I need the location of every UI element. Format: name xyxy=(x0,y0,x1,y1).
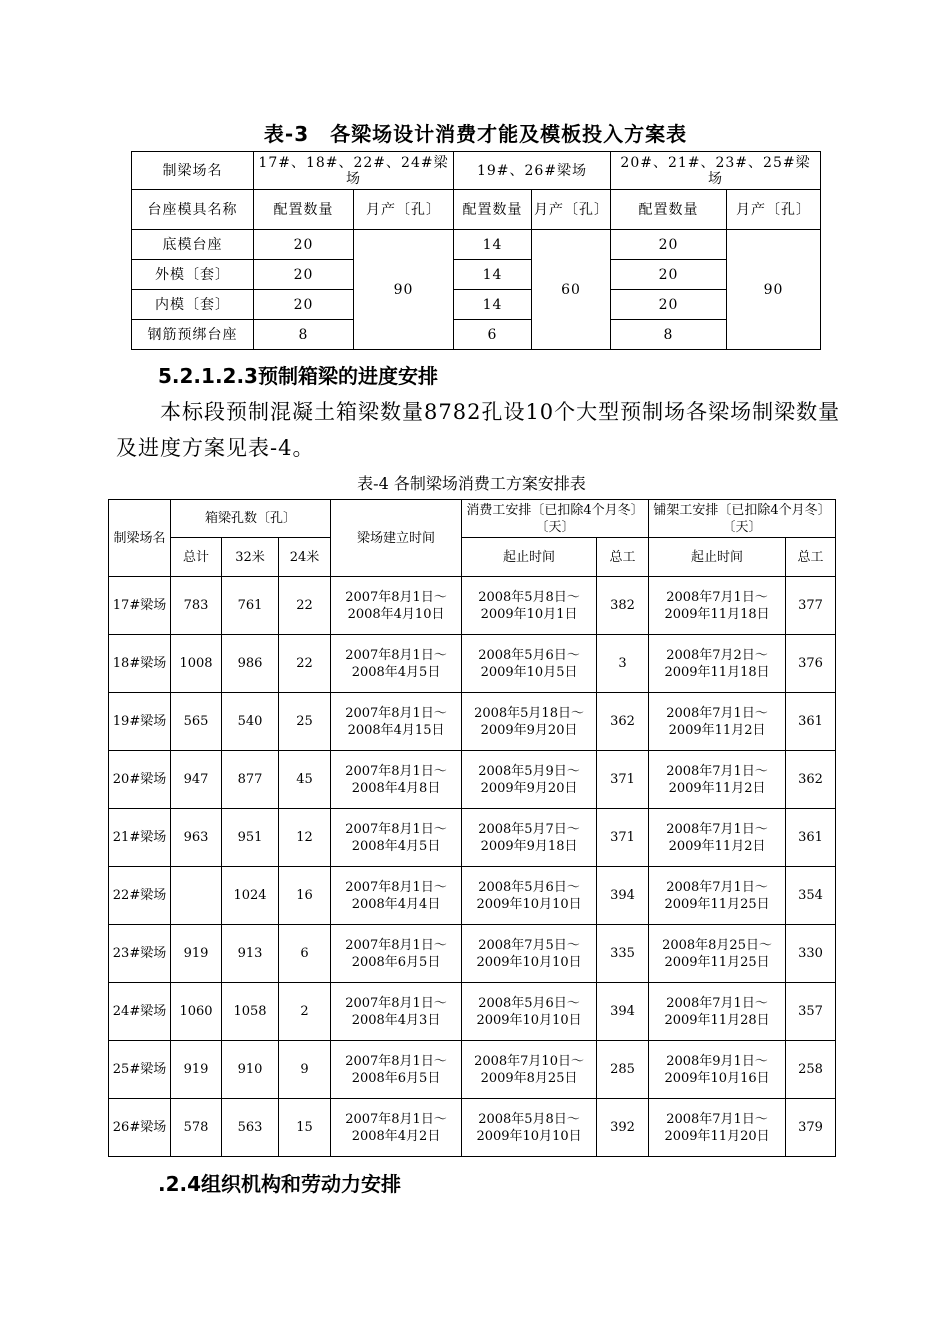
t4-cell-prod-days: 394 xyxy=(597,983,649,1041)
t4-head-erect-period: 起止时间 xyxy=(649,538,786,577)
t3-cell: 14 xyxy=(454,260,532,290)
table-row xyxy=(109,693,836,751)
t3-head-site: 制梁场名 xyxy=(132,152,254,190)
t3-row-name: 钢筋预绑台座 xyxy=(132,320,254,350)
t3-monthly-1: 90 xyxy=(354,230,454,350)
t4-cell-prod-days: 285 xyxy=(597,1041,649,1099)
t4-cell-build: 2007年8月1日～2008年4月10日 xyxy=(331,577,462,635)
t4-cell-build: 2007年8月1日～2008年4月4日 xyxy=(331,867,462,925)
table-row xyxy=(109,635,836,693)
t4-cell-prod-period: 2008年7月10日～2009年8月25日 xyxy=(462,1041,597,1099)
t4-cell-prod-period: 2008年7月5日～2009年10月10日 xyxy=(462,925,597,983)
t4-cell-m32: 951 xyxy=(222,809,279,867)
t4-cell-total: 947 xyxy=(171,751,222,809)
t4-head-32m: 32米 xyxy=(222,538,279,577)
table3-caption: 表-3 各梁场设计消费才能及模板投入方案表 xyxy=(263,122,688,146)
t3-cell: 20 xyxy=(254,260,354,290)
t3-row-name: 外模〔套〕 xyxy=(132,260,254,290)
t4-head-erect: 铺架工安排〔已扣除4个月冬〕〔天〕 xyxy=(649,500,836,538)
t4-cell-erect-days: 330 xyxy=(786,925,836,983)
t4-cell-prod-period: 2008年5月6日～2009年10月10日 xyxy=(462,983,597,1041)
t4-cell-erect-days: 354 xyxy=(786,867,836,925)
t3-row-name: 底模台座 xyxy=(132,230,254,260)
table-row xyxy=(109,1041,836,1099)
t3-head-monthly: 月产〔孔〕 xyxy=(727,190,821,230)
t4-cell-build: 2007年8月1日～2008年4月2日 xyxy=(331,1099,462,1157)
t3-cell: 20 xyxy=(611,230,727,260)
t3-head-group1: 17#、18#、22#、24#梁场 xyxy=(254,152,454,190)
t4-cell-prod-days: 371 xyxy=(597,751,649,809)
t4-cell-erect-period: 2008年7月1日～2009年11月18日 xyxy=(649,577,786,635)
t4-cell-build: 2007年8月1日～2008年4月5日 xyxy=(331,809,462,867)
t4-cell-build: 2007年8月1日～2008年4月3日 xyxy=(331,983,462,1041)
t4-cell-m32: 1058 xyxy=(222,983,279,1041)
t4-cell-build: 2007年8月1日～2008年6月5日 xyxy=(331,1041,462,1099)
t4-cell-total: 919 xyxy=(171,925,222,983)
t3-head-group3: 20#、21#、23#、25#梁场 xyxy=(611,152,821,190)
section-heading-5-2-1-2-3: 5.2.1.2.3预制箱梁的进度安排 xyxy=(158,364,438,388)
t4-cell-erect-period: 2008年7月1日～2009年11月20日 xyxy=(649,1099,786,1157)
t4-head-24m: 24米 xyxy=(279,538,331,577)
t4-cell-m32: 913 xyxy=(222,925,279,983)
t4-head-count: 箱梁孔数〔孔〕 xyxy=(171,500,331,538)
t4-cell-prod-days: 394 xyxy=(597,867,649,925)
t4-cell-m24: 9 xyxy=(279,1041,331,1099)
t4-cell-m24: 22 xyxy=(279,577,331,635)
t3-cell: 20 xyxy=(611,290,727,320)
t4-cell-site: 20#梁场 xyxy=(109,751,171,809)
t4-cell-m32: 540 xyxy=(222,693,279,751)
t4-cell-site: 18#梁场 xyxy=(109,635,171,693)
table-row xyxy=(109,809,836,867)
t4-cell-erect-days: 376 xyxy=(786,635,836,693)
t4-cell-site: 21#梁场 xyxy=(109,809,171,867)
t4-cell-site: 17#梁场 xyxy=(109,577,171,635)
table-row xyxy=(109,1099,836,1157)
t4-cell-site: 23#梁场 xyxy=(109,925,171,983)
t4-cell-build: 2007年8月1日～2008年4月5日 xyxy=(331,635,462,693)
t4-cell-m32: 910 xyxy=(222,1041,279,1099)
t4-cell-site: 25#梁场 xyxy=(109,1041,171,1099)
t4-cell-total: 1060 xyxy=(171,983,222,1041)
t4-cell-erect-days: 361 xyxy=(786,693,836,751)
t4-cell-prod-days: 335 xyxy=(597,925,649,983)
t4-cell-site: 19#梁场 xyxy=(109,693,171,751)
section-heading-5-2-4: .2.4组织机构和劳动力安排 xyxy=(158,1172,402,1196)
t4-head-prod-days: 总工 xyxy=(597,538,649,577)
t4-cell-erect-days: 377 xyxy=(786,577,836,635)
t3-cell: 20 xyxy=(254,230,354,260)
t4-cell-m32: 563 xyxy=(222,1099,279,1157)
table-row xyxy=(109,577,836,635)
t4-head-prod: 消费工安排〔已扣除4个月冬〕〔天〕 xyxy=(462,500,649,538)
t3-cell: 14 xyxy=(454,230,532,260)
t4-cell-prod-days: 382 xyxy=(597,577,649,635)
t3-head-group2: 19#、26#梁场 xyxy=(454,152,611,190)
t3-row-name: 内模〔套〕 xyxy=(132,290,254,320)
t4-cell-m32: 986 xyxy=(222,635,279,693)
t4-cell-prod-period: 2008年5月6日～2009年10月5日 xyxy=(462,635,597,693)
t4-cell-prod-days: 371 xyxy=(597,809,649,867)
t4-cell-prod-period: 2008年5月6日～2009年10月10日 xyxy=(462,867,597,925)
t4-cell-build: 2007年8月1日～2008年6月5日 xyxy=(331,925,462,983)
t4-cell-prod-days: 3 xyxy=(597,635,649,693)
t4-cell-erect-period: 2008年7月1日～2009年11月25日 xyxy=(649,867,786,925)
t4-cell-m24: 22 xyxy=(279,635,331,693)
t3-cell: 20 xyxy=(611,260,727,290)
t4-head-prod-period: 起止时间 xyxy=(462,538,597,577)
t4-cell-total: 578 xyxy=(171,1099,222,1157)
t4-cell-erect-days: 379 xyxy=(786,1099,836,1157)
t4-cell-total: 783 xyxy=(171,577,222,635)
table4-caption: 表-4 各制梁场消费工方案安排表 xyxy=(357,474,586,493)
t3-cell: 20 xyxy=(254,290,354,320)
t4-cell-prod-days: 362 xyxy=(597,693,649,751)
t4-cell-m24: 45 xyxy=(279,751,331,809)
t3-cell: 8 xyxy=(611,320,727,350)
t4-cell-m24: 2 xyxy=(279,983,331,1041)
t4-cell-erect-days: 258 xyxy=(786,1041,836,1099)
t4-cell-m24: 15 xyxy=(279,1099,331,1157)
t4-head-site: 制梁场名 xyxy=(109,500,171,577)
t3-head-monthly: 月产〔孔〕 xyxy=(354,190,454,230)
t4-cell-erect-days: 362 xyxy=(786,751,836,809)
t4-cell-erect-period: 2008年7月1日～2009年11月28日 xyxy=(649,983,786,1041)
t4-cell-m24: 12 xyxy=(279,809,331,867)
t4-cell-total: 565 xyxy=(171,693,222,751)
table-row xyxy=(109,751,836,809)
t4-cell-prod-period: 2008年5月8日～2009年10月10日 xyxy=(462,1099,597,1157)
t4-cell-m32: 877 xyxy=(222,751,279,809)
t3-head-qty: 配置数量 xyxy=(254,190,354,230)
t3-cell: 8 xyxy=(254,320,354,350)
t4-cell-erect-period: 2008年7月1日～2009年11月2日 xyxy=(649,693,786,751)
t4-cell-erect-period: 2008年7月1日～2009年11月2日 xyxy=(649,751,786,809)
t4-cell-site: 24#梁场 xyxy=(109,983,171,1041)
t3-head-qty: 配置数量 xyxy=(454,190,532,230)
table4 xyxy=(108,499,836,1157)
table-row xyxy=(109,983,836,1041)
t4-cell-erect-period: 2008年7月2日～2009年11月18日 xyxy=(649,635,786,693)
t4-cell-prod-period: 2008年5月7日～2009年9月18日 xyxy=(462,809,597,867)
t4-cell-prod-period: 2008年5月8日～2009年10月1日 xyxy=(462,577,597,635)
t4-cell-site: 26#梁场 xyxy=(109,1099,171,1157)
t4-head-build: 梁场建立时间 xyxy=(331,500,462,577)
t4-cell-build: 2007年8月1日～2008年4月15日 xyxy=(331,693,462,751)
t4-cell-m32: 1024 xyxy=(222,867,279,925)
t4-cell-prod-days: 392 xyxy=(597,1099,649,1157)
t4-cell-m24: 6 xyxy=(279,925,331,983)
t4-cell-prod-period: 2008年5月9日～2009年9月20日 xyxy=(462,751,597,809)
t4-cell-erect-days: 361 xyxy=(786,809,836,867)
body-paragraph: 本标段预制混凝土箱梁数量8782孔设10个大型预制场各梁场制梁数量及进度方案见表-4。 xyxy=(116,400,841,460)
t4-cell-site: 22#梁场 xyxy=(109,867,171,925)
t3-monthly-3: 90 xyxy=(727,230,821,350)
table-row xyxy=(109,867,836,925)
t3-head-equipment: 台座模具名称 xyxy=(132,190,254,230)
t4-cell-m24: 25 xyxy=(279,693,331,751)
t4-cell-erect-period: 2008年9月1日～2009年10月16日 xyxy=(649,1041,786,1099)
t4-head-erect-days: 总工 xyxy=(786,538,836,577)
t4-cell-total: 1008 xyxy=(171,635,222,693)
t4-cell-m24: 16 xyxy=(279,867,331,925)
t3-cell: 14 xyxy=(454,290,532,320)
t3-head-monthly: 月产〔孔〕 xyxy=(532,190,611,230)
t4-cell-build: 2007年8月1日～2008年4月8日 xyxy=(331,751,462,809)
t4-cell-prod-period: 2008年5月18日～2009年9月20日 xyxy=(462,693,597,751)
t4-cell-erect-days: 357 xyxy=(786,983,836,1041)
t4-cell-total: 919 xyxy=(171,1041,222,1099)
t4-cell-m32: 761 xyxy=(222,577,279,635)
t4-head-total: 总计 xyxy=(171,538,222,577)
t3-monthly-2: 60 xyxy=(532,230,611,350)
t4-cell-erect-period: 2008年8月25日～2009年11月25日 xyxy=(649,925,786,983)
t3-cell: 6 xyxy=(454,320,532,350)
table3 xyxy=(131,151,821,350)
t3-head-qty: 配置数量 xyxy=(611,190,727,230)
t4-cell-erect-period: 2008年7月1日～2009年11月2日 xyxy=(649,809,786,867)
t4-cell-total xyxy=(171,867,222,925)
table-row xyxy=(109,925,836,983)
t4-cell-total: 963 xyxy=(171,809,222,867)
